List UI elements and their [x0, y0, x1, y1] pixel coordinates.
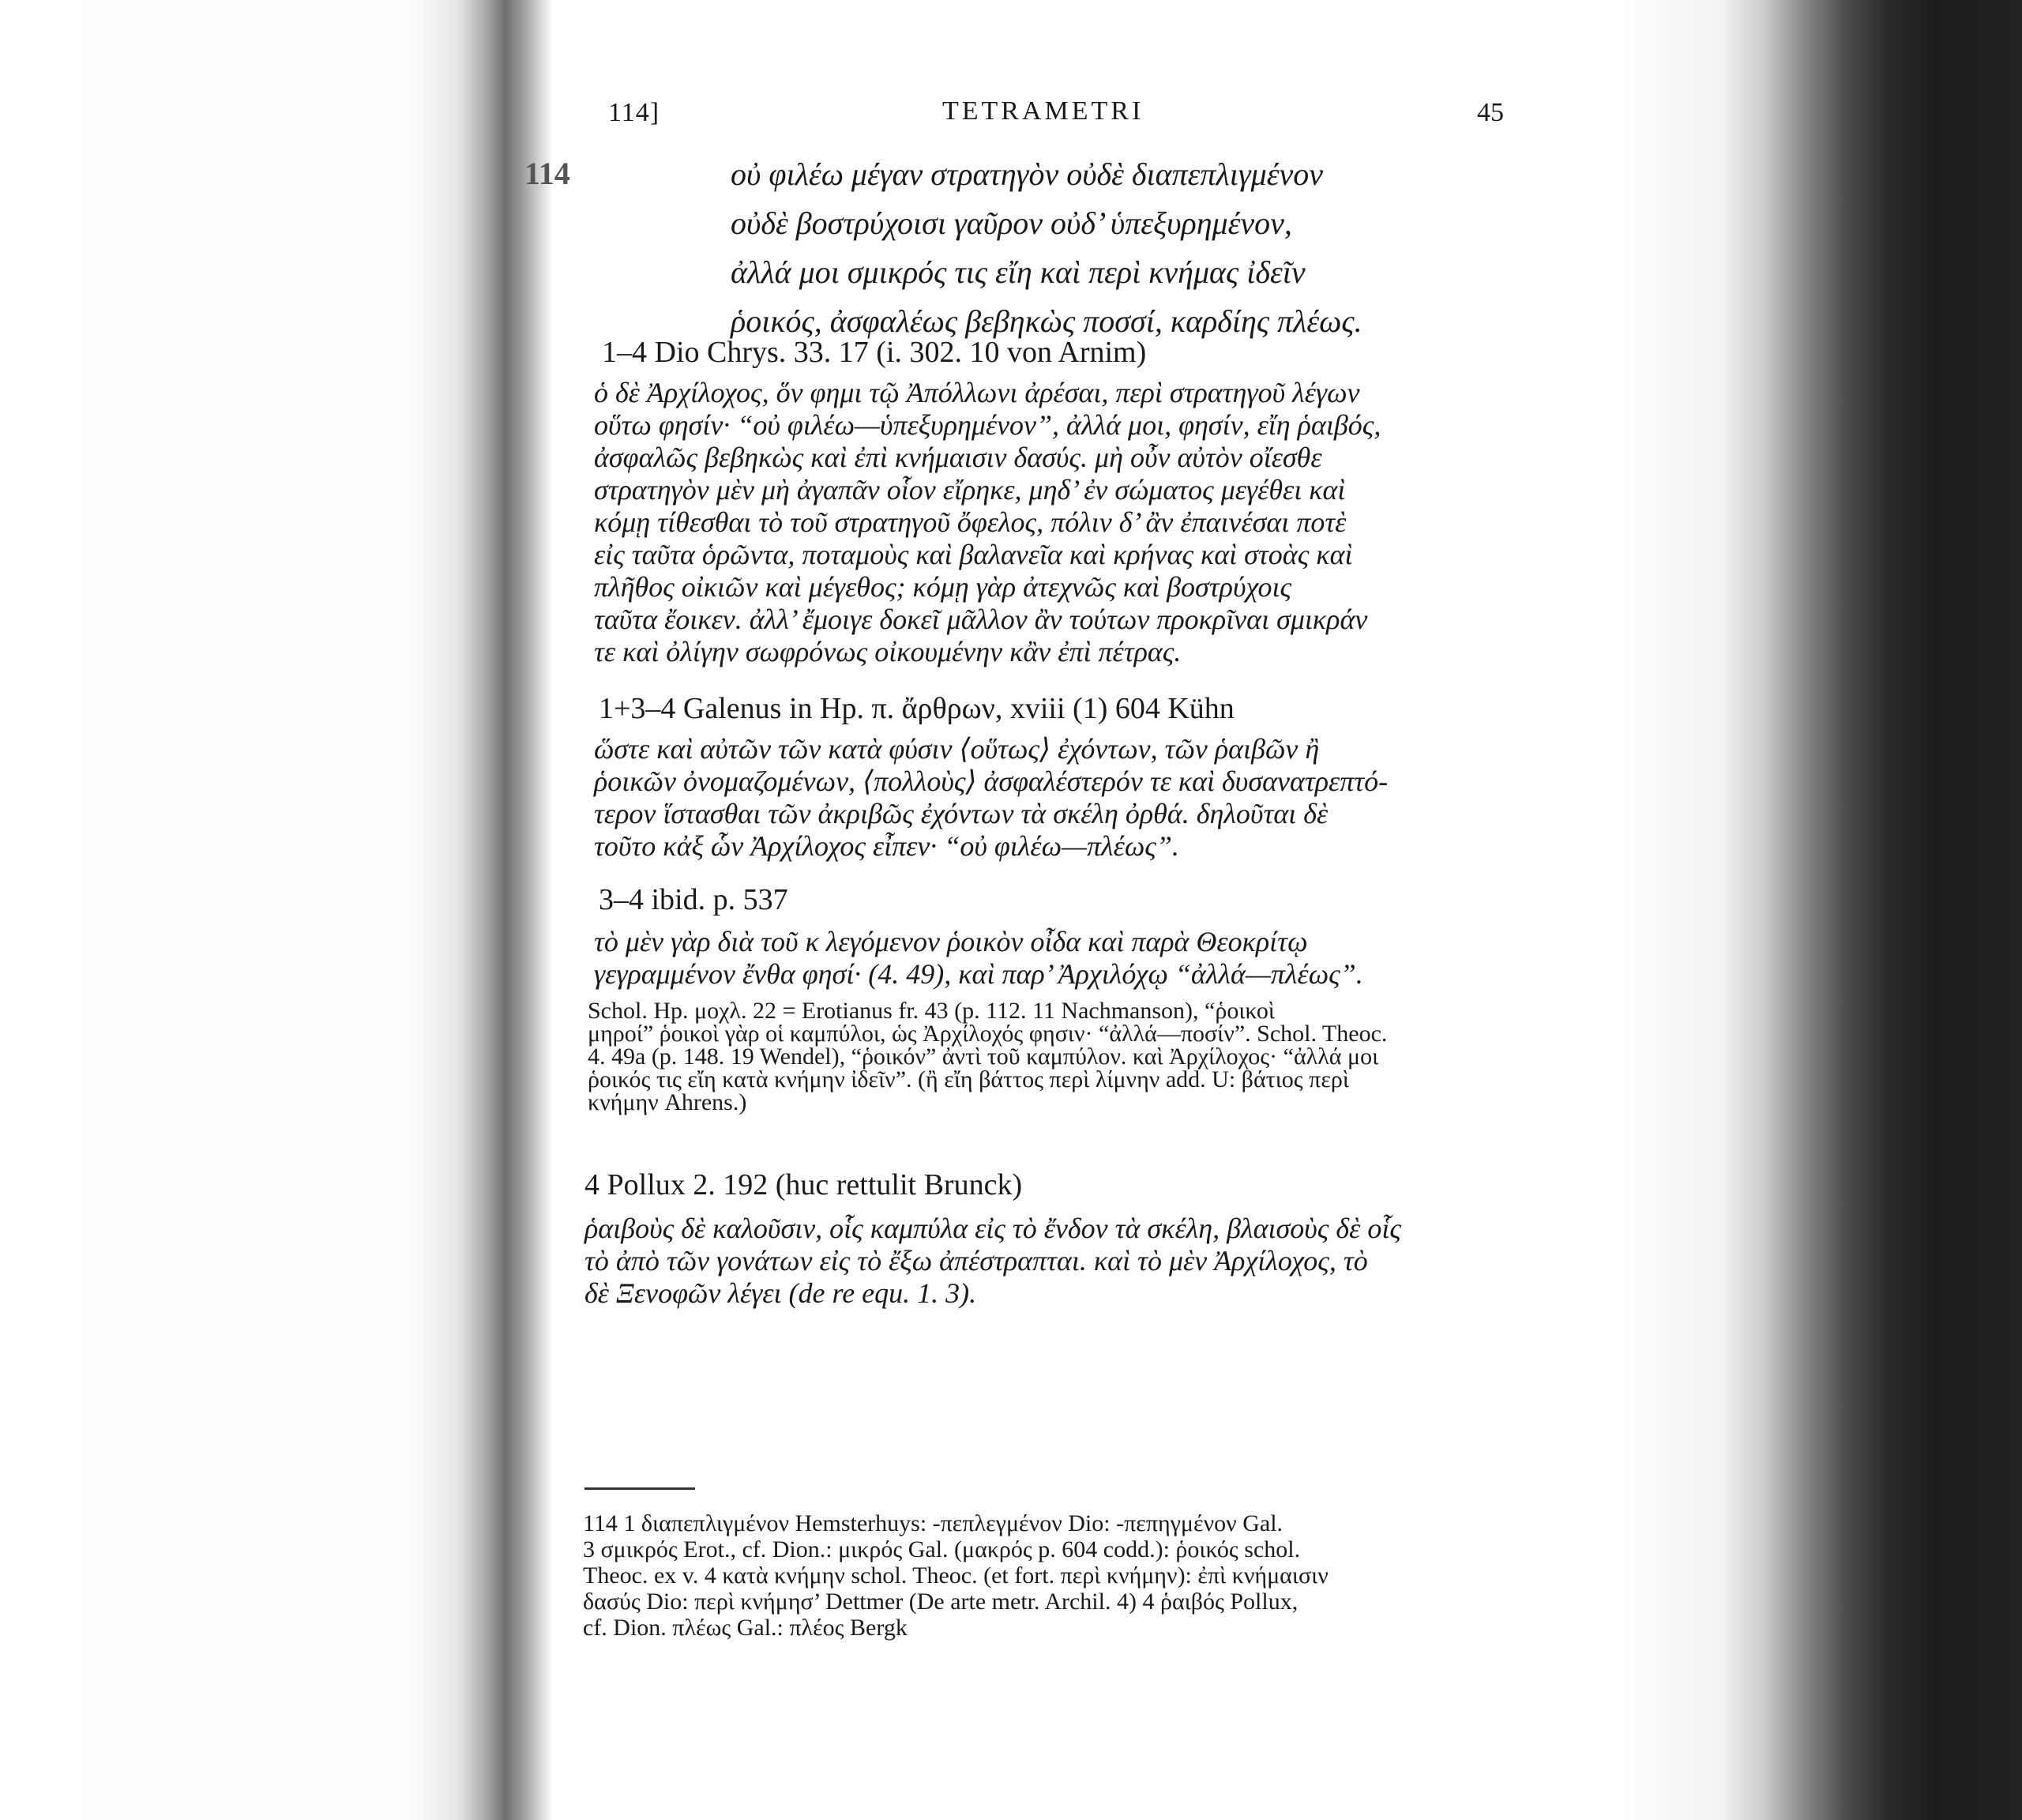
scholia-line: μηροί” ῥοικοὶ γὰρ οἱ καμπύλοι, ὡς Ἀρχίλοχός φησιν· “ἀλλά—ποσίν”. Schol. Theoc. [588, 1021, 1388, 1047]
quotation-line: ῥοικῶν ὀνομαζομένων, ⟨πολλοὺς⟩ ἀσφαλέστερόν τε καὶ δυσανατρεπτό- [594, 765, 1389, 797]
source-quotation [594, 926, 1363, 991]
quotation-line: πλῆθος οἰκιῶν καὶ μέγεθος; κόμῃ γὰρ ἀτεχνῶς καὶ βοστρύχοις [594, 571, 1292, 603]
quotation-line: τὸ μὲν γὰρ διὰ τοῦ κ λεγόμενον ῥοικὸν οἶδα καὶ παρὰ Θεοκρίτῳ [594, 926, 1308, 957]
quotation-line: οὕτω φησίν· “οὐ φιλέω—ὑπεξυρημένον”, ἀλλά μοι, φησίν, εἴη ῥαιβός, [594, 409, 1381, 441]
scholia-line: κνήμην Ahrens.) [588, 1089, 747, 1115]
scholia-note [588, 999, 1387, 1114]
critical-apparatus [583, 1510, 1329, 1641]
apparatus-line: 114 1 διαπεπλιγμένον Hemsterhuys: -πεπλεγμένον Dio: -πεπηγμένον Gal. [583, 1510, 1283, 1536]
quotation-line: στρατηγὸν μὲν μὴ ἀγαπᾶν οἷον εἴρηκε, μηδ’ ἐν σώματος μεγέθει καὶ [594, 474, 1346, 506]
source-quotation [594, 377, 1381, 668]
apparatus-line: 3 σμικρός Erot., cf. Dion.: μικρός Gal. (μακρός p. 604 codd.): ῥοικός schol. [583, 1536, 1301, 1562]
quotation-line: εἰς ταῦτα ὁρῶντα, ποταμοὺς καὶ βαλανεῖα καὶ κρήνας καὶ στοὰς καὶ [594, 539, 1353, 570]
poem-text [731, 150, 1362, 346]
apparatus-line: δασύς Dio: περὶ κνήμησ’ Dettmer (De arte metr. Archil. 4) 4 ῥαιβός Pollux, [583, 1589, 1299, 1615]
poem-line: οὐδὲ βοστρύχοισι γαῦρον οὐδ’ ὑπεξυρημένον, [731, 205, 1292, 241]
poem-line: ῥοικός, ἀσφαλέως βεβηκὼς ποσσί, καρδίης πλέως. [731, 303, 1362, 339]
quotation-line: δὲ Ξενοφῶν λέγει (de re equ. 1. 3). [584, 1277, 977, 1309]
quotation-line: τὸ ἀπὸ τῶν γονάτων εἰς τὸ ἔξω ἀπέστραπται. καὶ τὸ μὲν Ἀρχίλοχος, τὸ [584, 1245, 1368, 1277]
source-quotation [584, 1213, 1401, 1310]
footnote-rule [584, 1487, 695, 1490]
quotation-line: τοῦτο κἀξ ὧν Ἀρχίλοχος εἶπεν· “οὐ φιλέω—πλέως”. [594, 830, 1179, 862]
quotation-line: γεγραμμένον ἔνθα φησί· (4. 49), καὶ παρ’ Ἀρχιλόχῳ “ἀλλά—πλέως”. [594, 958, 1363, 990]
quotation-line: τε καὶ ὀλίγην σωφρόνως οἰκουμένην κἂν ἐπὶ πέτρας. [594, 636, 1182, 667]
poem-line: ἀλλά μοι σμικρός τις εἴη καὶ περὶ κνήμας ἰδεῖν [731, 254, 1306, 290]
quotation-line: ταῦτα ἔοικεν. ἀλλ’ ἔμοιγε δοκεῖ μᾶλλον ἂν τούτων προκρῖναι σμικράν [594, 604, 1368, 635]
source-heading: 3–4 ibid. p. 537 [599, 883, 788, 916]
quotation-line: ῥαιβοὺς δὲ καλοῦσιν, οἷς καμπύλα εἰς τὸ ἔνδον τὰ σκέλη, βλαισοὺς δὲ οἷς [584, 1213, 1401, 1244]
quotation-line: ὁ δὲ Ἀρχίλοχος, ὅν φημι τῷ Ἀπόλλωνι ἀρέσαι, περὶ στρατηγοῦ λέγων [594, 377, 1360, 408]
fragment-number: 114 [524, 156, 570, 191]
source-heading: 4 Pollux 2. 192 (huc rettulit Brunck) [584, 1168, 1023, 1201]
quotation-line: τερον ἵστασθαι τῶν ἀκριβῶς ἐχόντων τὰ σκέλη ὀρθά. δηλοῦται δὲ [594, 798, 1329, 829]
scholia-line: 4. 49a (p. 148. 19 Wendel), “ῥοικόν” ἀντὶ τοῦ καμπύλον. καὶ Ἀρχίλοχος· “ἀλλά μοι [588, 1043, 1379, 1070]
quotation-line: ὥστε καὶ αὐτῶν τῶν κατὰ φύσιν ⟨οὕτως⟩ ἐχόντων, τῶν ῥαιβῶν ἢ [594, 733, 1320, 765]
source-heading: 1–4 Dio Chrys. 33. 17 (i. 302. 10 von Arnim) [602, 336, 1147, 369]
apparatus-line: cf. Dion. πλέως Gal.: πλέος Bergk [583, 1615, 908, 1641]
scholia-line: Schol. Hp. μοχλ. 22 = Erotianus fr. 43 (p. 112. 11 Nachmanson), “ῥοικοὶ [588, 998, 1275, 1024]
source-quotation [594, 733, 1388, 863]
running-head-title: TETRAMETRI [942, 96, 1144, 126]
poem-line: οὐ φιλέω μέγαν στρατηγὸν οὐδὲ διαπεπλιγμένον [731, 156, 1323, 192]
page-number: 45 [1477, 98, 1504, 127]
running-head-fragment-range: 114] [608, 98, 660, 127]
quotation-line: κόμῃ τίθεσθαι τὸ τοῦ στρατηγοῦ ὄφελος, πόλιν δ’ ἂν ἐπαινέσαι ποτὲ [594, 506, 1347, 538]
apparatus-line: Theoc. ex v. 4 κατὰ κνήμην schol. Theoc. (et fort. περὶ κνήμην): ἐπὶ κνήμαισιν [583, 1562, 1329, 1589]
quotation-line: ἀσφαλῶς βεβηκὼς καὶ ἐπὶ κνήμαισιν δασύς. μὴ οὖν αὐτὸν οἴεσθε [594, 442, 1322, 473]
source-heading: 1+3–4 Galenus in Hp. π. ἄρθρων, xviii (1) 604 Kühn [599, 692, 1235, 725]
scholia-line: ῥοικός τις εἴη κατὰ κνήμην ἰδεῖν”. (ἢ εἴη βάττος περὶ λίμνην add. U: βάτιος περὶ [588, 1066, 1349, 1092]
